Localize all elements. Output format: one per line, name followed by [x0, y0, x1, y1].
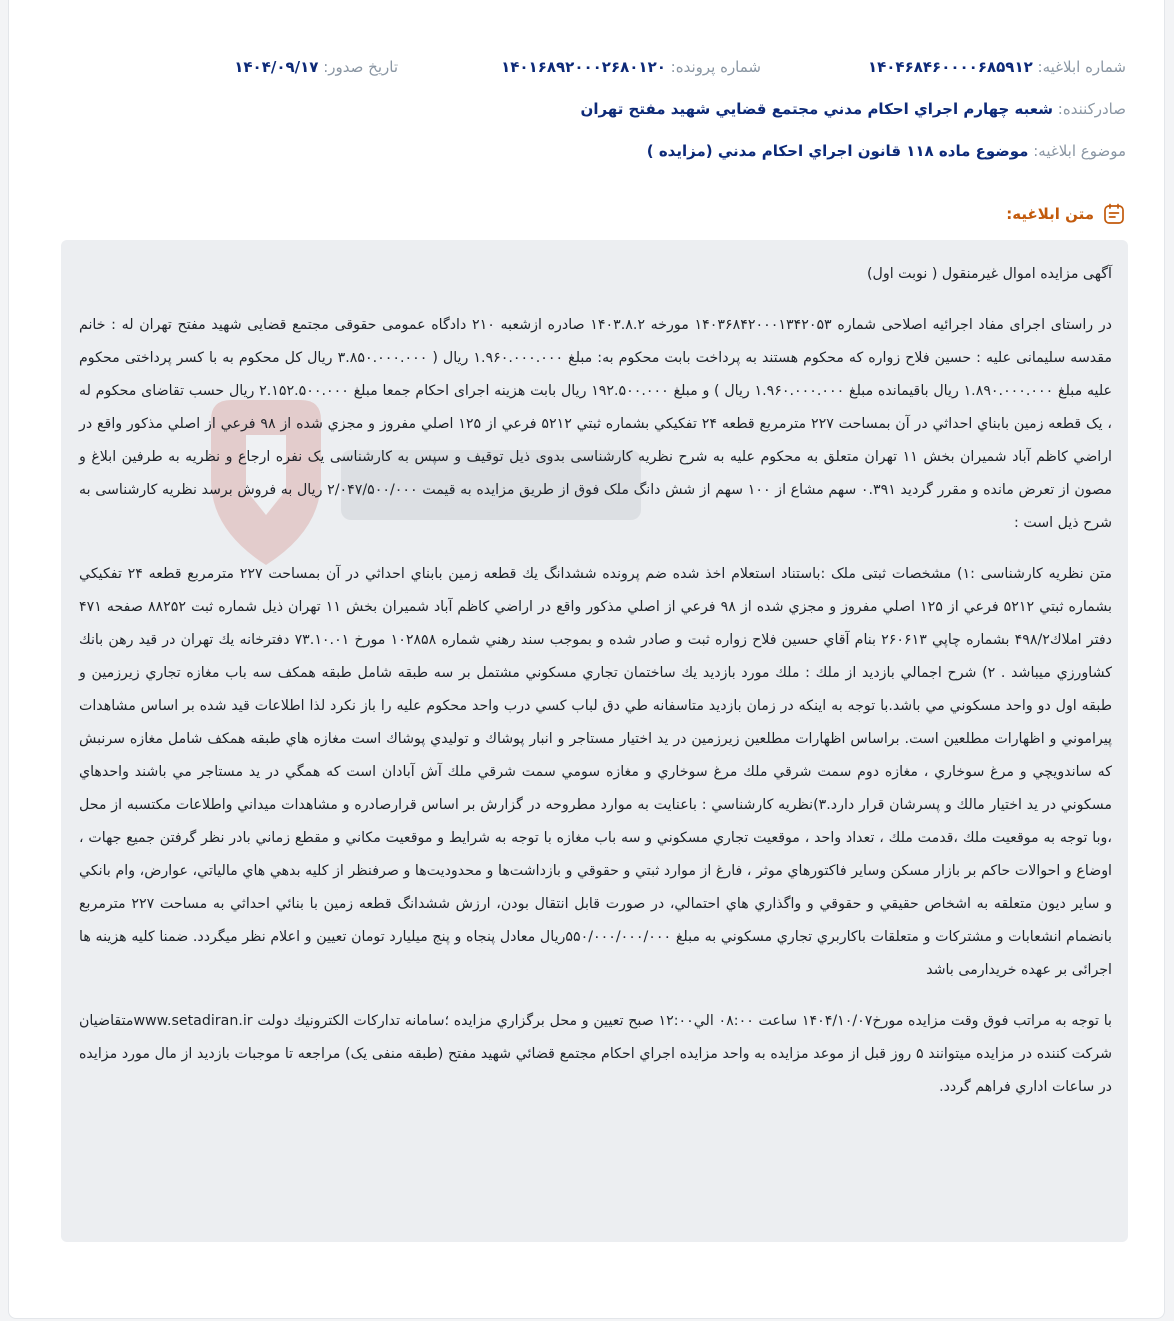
file-number	[501, 58, 761, 76]
paragraph-execution: در راستای اجرای مفاد اجرائیه اصلاحی شماره ۱۴۰۳۶۸۴۲۰۰۰۱۳۴۲۰۵۳ مورخه ۱۴۰۳.۸.۲ صادره ازشعبه ۲۱۰ دادگاه عمومی حقوقی مجتمع قضایی شهید مفتح تهران له : خانم مقدسه سلیمانی علیه : حسین فلاح زواره که محکوم هستند به پرداخت بابت محکوم به: مبلغ ۱.۹۶۰.۰۰۰.۰۰۰ ریال ( ۳.۸۵۰.۰۰۰.۰۰۰ ریال کل محکوم به با کسر پرداختی محکوم علیه مبلغ ۱.۸۹۰.۰۰۰.۰۰۰ ریال باقیمانده مبلغ ۱.۹۶۰.۰۰۰.۰۰۰ ریال ) و مبلغ ۱۹۲.۵۰۰.۰۰۰ ریال بابت هزینه اجرای احکام جمعا مبلغ ۲.۱۵۲.۵۰۰.۰۰۰ ریال حسب تقاضای محکوم له ، یک قطعه زمین بابناي احداثي در آن بمساحت ۲۲۷ مترمربع قطعه ۲۴ تفكيكي بشماره ثبتي ۵۲۱۲ فرعي از ۱۲۵ اصلي مفروز و مجزي شده از ۹۸ فرعي از اصلي مذكور واقع در اراضي كاظم آباد شميران بخش ۱۱ تهران متعلق به محکوم علیه به شرح نظریه کارشناسی بدوی ذیل توقیف و سپس به کارشناسی یک نفره ارجاع و نظریه به طرفین ابلاغ و مصون از تعرض مانده و مقرر گردید ۰.۳۹۱ سهم مشاع از ۱۰۰ سهم از شش دانگ ملک فوق از طریق مزایده به قیمت ۲/۰۴۷/۵۰۰/۰۰۰ ریال به فروش برسد نظریه کارشناسی به شرح ذیل است :	[79, 317, 1113, 531]
notice-text-heading	[1006, 202, 1126, 226]
subject-row	[47, 142, 1126, 160]
notice-number-label: شماره ابلاغیه:	[1037, 58, 1126, 76]
notice-number-value: ۱۴۰۴۶۸۴۶۰۰۰۰۶۸۵۹۱۲	[867, 58, 1033, 76]
notice-title: آگهی مزایده اموال غیرمنقول ( نوبت اول)	[867, 266, 1112, 282]
issue-date-value: ۱۴۰۴/۰۹/۱۷	[234, 58, 319, 76]
notice-text-title: متن ابلاغیه:	[1006, 205, 1094, 223]
subject-label: موضوع ابلاغیه:	[1033, 142, 1126, 160]
notice-card	[8, 0, 1165, 1319]
issue-date	[234, 58, 398, 76]
notice-body	[61, 240, 1128, 1242]
notice-number	[868, 58, 1126, 76]
paragraph-auction-time: با توجه به مراتب فوق وقت مزايده مورخ۱۴۰۴/۱۰/۰۷ ساعت ۰۸:۰۰ الي۱۲:۰۰ صبح تعيين و محل برگزاري مزايده ؛سامانه تداركات الكترونيك دولت www.setadiran.irمتقاضيان شركت كننده در مزايده ميتوانند ۵ روز قبل از موعد مزايده به واحد مزايده اجراي احكام مجتمع قضائي شهيد مفتح (طبقه منفی یک) مراجعه تا موجبات بازديد از مال مورد مزايده در ساعات اداري فراهم گردد.	[79, 1013, 1113, 1095]
issue-date-label: تاریخ صدور:	[323, 58, 398, 76]
subject-value: موضوع ماده ۱۱۸ قانون اجراي احكام مدني (مزايده )	[646, 142, 1029, 160]
file-number-label: شماره پرونده:	[670, 58, 761, 76]
paragraph-expert-opinion: متن نظریه کارشناسی :۱) مشخصات ثبتی ملک :باستناد استعلام اخذ شده ضم پرونده ششدانگ يك قطعه زمين بابناي احداثي در آن بمساحت ۲۲۷ مترمربع قطعه ۲۴ تفكيكي بشماره ثبتي ۵۲۱۲ فرعي از ۱۲۵ اصلي مفروز و مجزي شده از ۹۸ فرعي از اصلي مذكور واقع در اراضي كاظم آباد شميران بخش ۱۱ تهران ذيل شماره ثبت ۸۸۲۵۲ صفحه ۴۷۱ دفتر املاك۴۹۸/۲ بشماره چاپي ۲۶۰۶۱۳ بنام آقاي حسين فلاح زواره ثبت و صادر شده و بموجب سند رهني شماره ۱۰۲۸۵۸ مورخ ۷۳.۱۰.۰۱ دفترخانه يك تهران در قيد رهن بانك كشاورزي ميباشد . ۲) شرح اجمالي بازديد از ملك : ملك مورد بازديد يك ساختمان تجاري مسكوني مشتمل بر سه طبقه شامل طبقه همكف سه باب مغازه تجاري زيرزمين و طبقه اول دو واحد مسكوني مي باشد.با توجه به اينكه در زمان بازديد متاسفانه طي دق لباب كسي درب واحد محكوم عليه را باز نكرد لذا اطلاعات قيد شده بر اساس مشاهدات پيراموني و اظهارات مطلعين است. براساس اظهارات مطلعين زيرزمين در يد اختيار مستاجر و انبار پوشاك و توليدي پوشاك است مغازه هاي طبقه همكف شامل مغازه سرنبش كه ساندويچي و مرغ سوخاري ، مغازه دوم سمت شرقي ملك مرغ سوخاري و مغازه سومي سمت شرقي ملك آش آبادان است كه همگي در يد مستاجر مي باشند واحدهاي مسكوني در يد اختيار مالك و پسرشان قرار دارد.۳)نظريه كارشناسي : باعنايت به موارد مطروحه در گزارش بر اساس قرارصادره و مشاهدات ميداني واطلاعات مكتسبه از محل ،وبا توجه به موقعيت ملك ،قدمت ملك ، تعداد واحد ، موقعيت تجاري مسكوني و سه باب مغازه با توجه به شرايط و موقعيت مكاني و مقطع زماني بادر نظر گرفتن جميع جهات ، اوضاع و احوالات حاكم بر بازار مسكن وساير فاكتورهاي موثر ، فارغ از موارد ثبتي و حقوقي و بازداشت‌ها و محدوديت‌ها و صرفنظر از كليه بدهي هاي مالياتي، عوارض، وام بانكي و ساير ديون متعلقه به اشخاص حقيقي و حقوقي و واگذاري هاي احتمالي، در صورت قابل انتقال بودن، ارزش ششدانگ قطعه زمين با بنائي احداثي به مساحت ۲۲۷ مترمربع بانضمام انشعابات و مشتركات و متعلقات باكاربري تجاري مسكوني به مبلغ ۵۵۰/۰۰۰/۰۰۰/۰۰۰ريال معادل پنجاه و پنج ميليارد تومان تعيين و اعلام نظر ميگردد. ضمنا كليه هزينه ها اجرائی بر عهده خریدارمی باشد	[79, 566, 1113, 978]
issuer-value: شعبه چهارم اجراي احكام مدني مجتمع قضايي شهيد مفتح تهران	[580, 100, 1053, 118]
file-number-value: ۱۴۰۱۶۸۹۲۰۰۰۲۶۸۰۱۲۰	[501, 58, 666, 76]
note-icon	[1102, 202, 1126, 226]
issuer-label: صادرکننده:	[1057, 100, 1126, 118]
issuer-row	[47, 100, 1126, 118]
